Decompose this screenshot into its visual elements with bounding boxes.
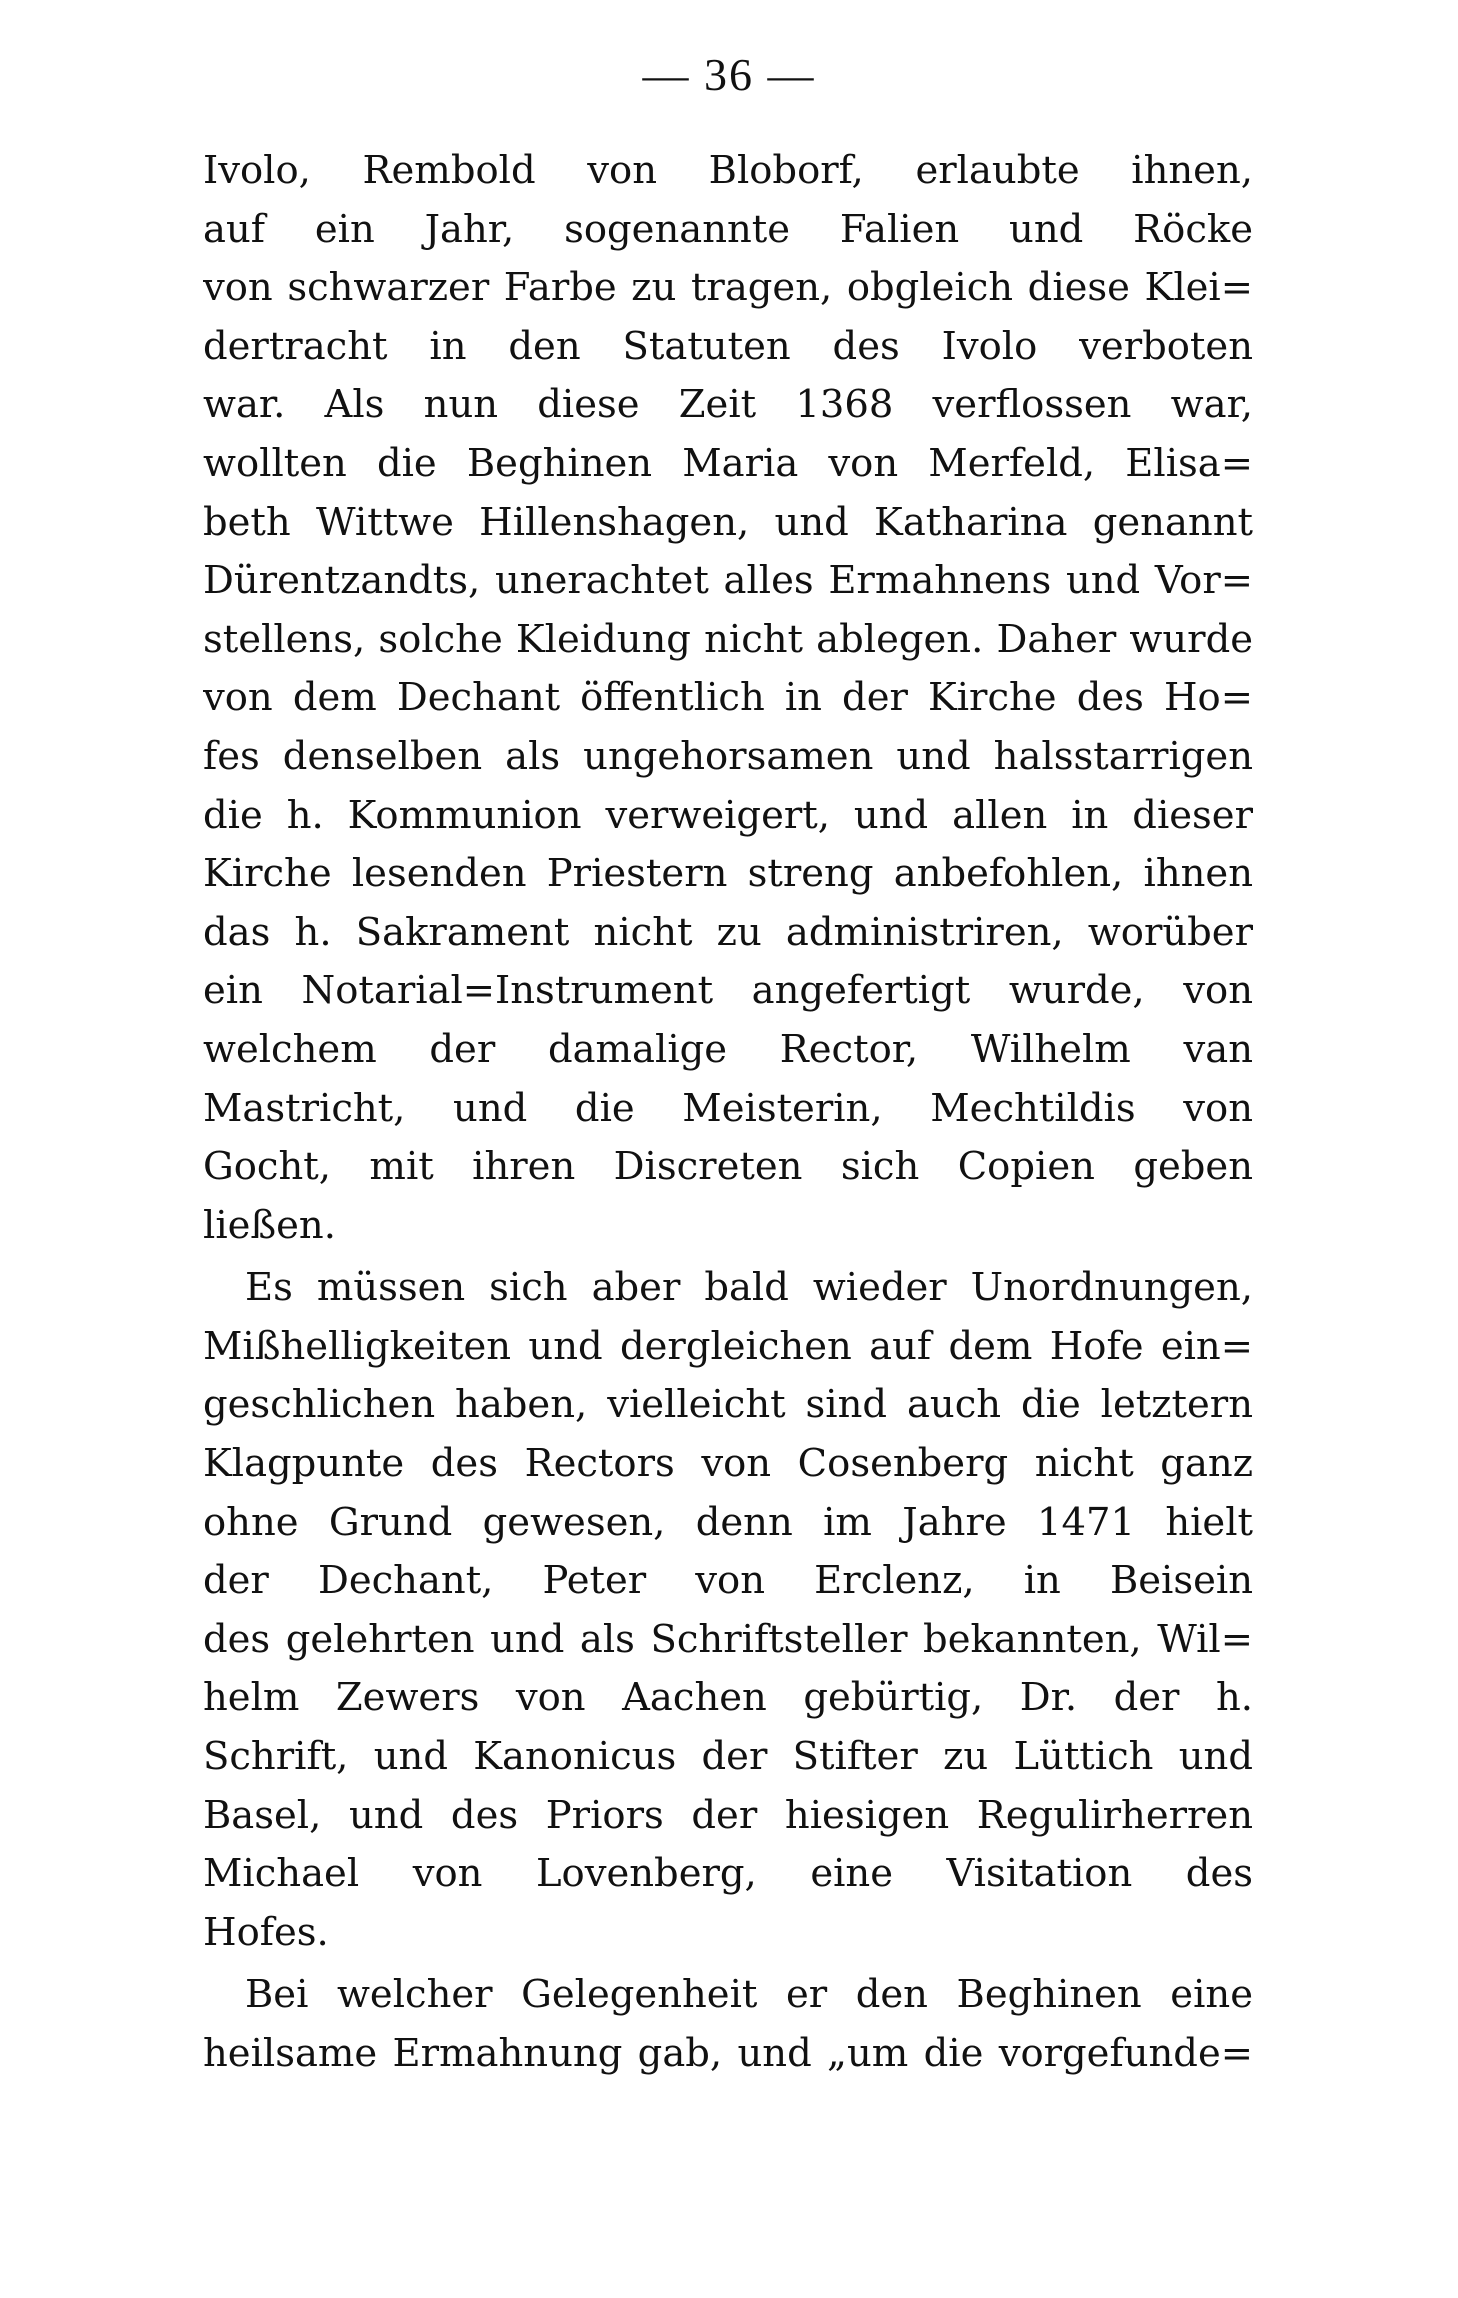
text-line: ein Notarial=Instrument angefertigt wurde, von xyxy=(203,968,1253,1014)
text-line: von dem Dechant öffentlich in der Kirche des Ho= xyxy=(203,675,1253,721)
text-line: auf ein Jahr, sogenannte Falien und Röcke xyxy=(203,206,1253,252)
text-line: Michael von Lovenberg, eine Visitation des xyxy=(203,1851,1253,1897)
text-line: von schwarzer Farbe zu tragen, obgleich diese Klei= xyxy=(203,265,1253,311)
text-line: Ivolo, Rembold von Bloborf, erlaubte ihnen, xyxy=(203,148,1253,193)
text-line: Es müssen sich aber bald wieder Unordnungen, xyxy=(245,1265,1253,1311)
text-line: des gelehrten und als Schriftsteller bekannten, Wil= xyxy=(203,1616,1253,1662)
body-text xyxy=(203,142,1253,2084)
text-line: Hofes. xyxy=(203,1909,329,1955)
paragraph-3 xyxy=(203,1966,1253,2083)
text-line: fes denselben als ungehorsamen und halsstarrigen xyxy=(203,733,1253,779)
text-line: Mastricht, und die Meisterin, Mechtildis von xyxy=(203,1085,1253,1131)
text-line: war. Als nun diese Zeit 1368 verflossen war, xyxy=(203,382,1253,428)
text-line: Basel, und des Priors der hiesigen Regulirherren xyxy=(203,1792,1253,1838)
text-line: Gocht, mit ihren Discreten sich Copien geben xyxy=(203,1144,1253,1190)
text-line: Dürentzandts, unerachtet alles Ermahnens und Vor= xyxy=(203,558,1253,604)
text-line: ließen. xyxy=(203,1202,336,1248)
text-line: welchem der damalige Rector, Wilhelm van xyxy=(203,1026,1253,1072)
text-line: Klagpunte des Rectors von Cosenberg nicht ganz xyxy=(203,1441,1253,1487)
text-line: der Dechant, Peter von Erclenz, in Beisein xyxy=(203,1558,1253,1604)
text-line: Schrift, und Kanonicus der Stifter zu Lüttich und xyxy=(203,1734,1253,1780)
text-line: ohne Grund gewesen, denn im Jahre 1471 hielt xyxy=(203,1499,1253,1545)
page-number: — 36 — xyxy=(642,49,816,100)
text-line: das h. Sakrament nicht zu administriren, worüber xyxy=(203,909,1253,955)
text-line: heilsame Ermahnung gab, und „um die vorgefunde= xyxy=(203,2031,1253,2076)
text-line: Kirche lesenden Priestern streng anbefohlen, ihnen xyxy=(203,851,1253,897)
text-line: wollten die Beghinen Maria von Merfeld, Elisa= xyxy=(203,440,1253,486)
paragraph-1 xyxy=(203,142,1253,1255)
text-line: dertracht in den Statuten des Ivolo verboten xyxy=(203,323,1253,369)
text-line: Mißhelligkeiten und dergleichen auf dem Hofe ein= xyxy=(203,1323,1253,1369)
text-line: beth Wittwe Hillenshagen, und Katharina genannt xyxy=(203,499,1253,545)
text-line: Bei welcher Gelegenheit er den Beghinen eine xyxy=(245,1972,1253,2018)
text-line: die h. Kommunion verweigert, und allen in dieser xyxy=(203,792,1253,838)
paragraph-2 xyxy=(203,1259,1253,1962)
text-line: stellens, solche Kleidung nicht ablegen. Daher wurde xyxy=(203,616,1253,662)
text-line: geschlichen haben, vielleicht sind auch die letztern xyxy=(203,1382,1253,1428)
text-line: helm Zewers von Aachen gebürtig, Dr. der h. xyxy=(203,1675,1253,1721)
